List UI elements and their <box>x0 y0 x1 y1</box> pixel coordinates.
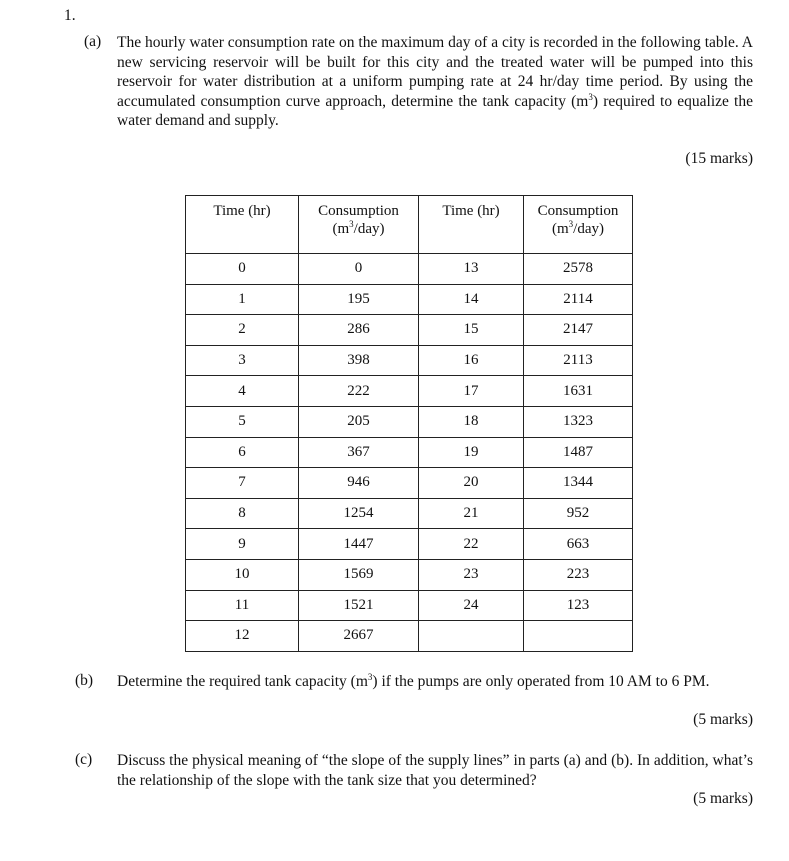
cell-consumption: 367 <box>299 437 419 468</box>
table-row <box>186 498 633 529</box>
cell-consumption: 1344 <box>524 468 633 499</box>
cell-consumption <box>524 621 633 652</box>
cell-consumption: 1631 <box>524 376 633 407</box>
superscript: 3 <box>367 671 373 682</box>
cell-consumption: 195 <box>299 284 419 315</box>
cell-consumption: 1487 <box>524 437 633 468</box>
cell-time: 3 <box>186 345 299 376</box>
cell-consumption: 2147 <box>524 315 633 346</box>
cell-time: 19 <box>419 437 524 468</box>
cell-consumption: 2114 <box>524 284 633 315</box>
cell-time: 14 <box>419 284 524 315</box>
table-row <box>186 621 633 652</box>
header-unit-suffix: /day) <box>353 221 385 237</box>
cell-consumption: 2667 <box>299 621 419 652</box>
cell-consumption: 222 <box>299 376 419 407</box>
table-row <box>186 590 633 621</box>
header-consumption-1 <box>299 196 419 254</box>
cell-time: 1 <box>186 284 299 315</box>
header-consumption-label: Consumption <box>318 203 399 219</box>
header-unit-suffix: /day) <box>573 221 604 237</box>
part-a-text <box>117 33 753 131</box>
table-row <box>186 559 633 590</box>
header-time-label: Time (hr) <box>442 203 500 219</box>
table-row <box>186 468 633 499</box>
cell-time: 11 <box>186 590 299 621</box>
cell-time: 2 <box>186 315 299 346</box>
cell-consumption: 205 <box>299 406 419 437</box>
cell-time: 10 <box>186 559 299 590</box>
cell-time <box>419 621 524 652</box>
cell-consumption: 952 <box>524 498 633 529</box>
header-time-1 <box>186 196 299 254</box>
table-row <box>186 376 633 407</box>
cell-time: 9 <box>186 529 299 560</box>
part-b-label: (b) <box>75 672 94 689</box>
cell-time: 4 <box>186 376 299 407</box>
part-c-text: Discuss the physical meaning of “the slope of the supply lines” in parts (a) and (b). In addition, what’s the relationship of the slope with the tank size that you determined? <box>117 752 753 789</box>
table-row <box>186 315 633 346</box>
part-b-marks: (5 marks) <box>693 711 753 728</box>
cell-consumption: 223 <box>524 559 633 590</box>
part-c-marks: (5 marks) <box>693 790 753 807</box>
header-unit-prefix: (m <box>332 221 350 237</box>
cell-consumption: 286 <box>299 315 419 346</box>
cell-consumption: 1323 <box>524 406 633 437</box>
part-a-marks: (15 marks) <box>685 150 753 167</box>
cell-time: 8 <box>186 498 299 529</box>
cell-consumption: 123 <box>524 590 633 621</box>
part-b-text-1: Determine the required tank capacity (m <box>117 673 368 690</box>
cell-time: 23 <box>419 559 524 590</box>
header-time-2 <box>419 196 524 254</box>
table-row <box>186 529 633 560</box>
cell-consumption: 0 <box>299 254 419 285</box>
part-b-text <box>117 672 753 692</box>
cell-time: 0 <box>186 254 299 285</box>
consumption-table <box>185 195 633 652</box>
cell-time: 13 <box>419 254 524 285</box>
table-header-row <box>186 196 633 254</box>
cell-consumption: 1447 <box>299 529 419 560</box>
cell-consumption: 2578 <box>524 254 633 285</box>
cell-time: 21 <box>419 498 524 529</box>
cell-consumption: 1521 <box>299 590 419 621</box>
cell-time: 17 <box>419 376 524 407</box>
header-consumption-label: Consumption <box>537 203 619 219</box>
cell-consumption: 1254 <box>299 498 419 529</box>
cell-consumption: 2113 <box>524 345 633 376</box>
cell-time: 20 <box>419 468 524 499</box>
cell-time: 24 <box>419 590 524 621</box>
header-time-label: Time (hr) <box>213 203 271 219</box>
cell-time: 5 <box>186 406 299 437</box>
part-a-text-2: ) required to equalize the water demand and supply. <box>117 92 753 129</box>
superscript: 3 <box>588 91 593 102</box>
cell-time: 15 <box>419 315 524 346</box>
question-number: 1. <box>64 7 76 24</box>
part-a-text-1: The hourly water consumption rate on the maximum day of a city is recorded in the following table. A new servicing reservoir will be built for this city and the treated water will be pumped into this reservoir for water distribution at a uniform pumping rate at 24 hr/day time period. By using the accumulated consumption curve approach, determine the tank capacity (m <box>117 34 753 110</box>
header-unit-sup: 3 <box>568 219 574 229</box>
part-c-label: (c) <box>75 751 93 768</box>
part-a-label: (a) <box>84 33 102 50</box>
cell-time: 6 <box>186 437 299 468</box>
cell-time: 7 <box>186 468 299 499</box>
table-row <box>186 284 633 315</box>
table-row <box>186 406 633 437</box>
cell-time: 18 <box>419 406 524 437</box>
cell-time: 16 <box>419 345 524 376</box>
header-consumption-2 <box>524 196 633 254</box>
cell-consumption: 1569 <box>299 559 419 590</box>
cell-consumption: 663 <box>524 529 633 560</box>
header-unit-sup: 3 <box>349 219 354 229</box>
header-unit-prefix: (m <box>552 221 569 237</box>
table-row <box>186 254 633 285</box>
cell-time: 22 <box>419 529 524 560</box>
table-row <box>186 345 633 376</box>
cell-time: 12 <box>186 621 299 652</box>
table-row <box>186 437 633 468</box>
part-b-text-2: ) if the pumps are only operated from 10 AM to 6 PM. <box>372 673 710 690</box>
cell-consumption: 398 <box>299 345 419 376</box>
cell-consumption: 946 <box>299 468 419 499</box>
